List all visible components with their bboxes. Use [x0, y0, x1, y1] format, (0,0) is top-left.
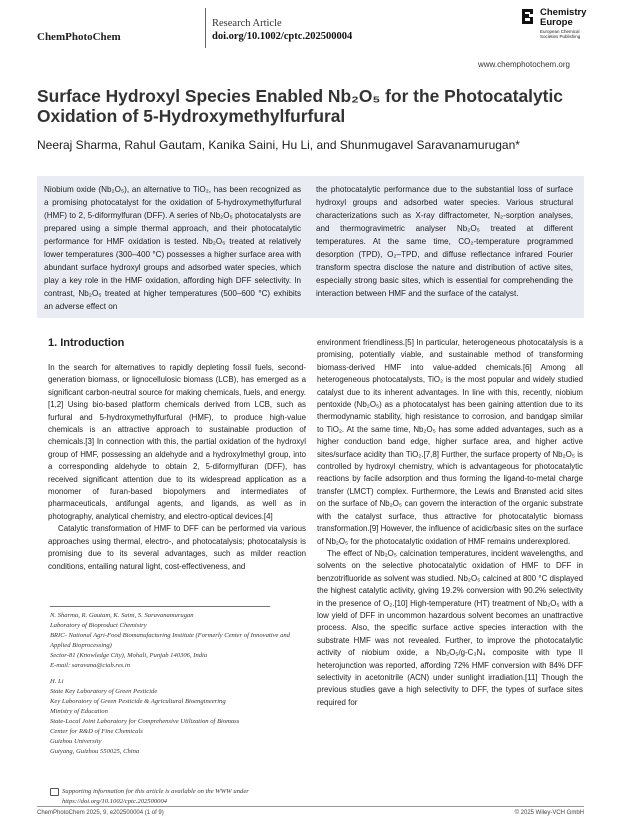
abstract-box	[37, 176, 584, 318]
section-heading: 1. Introduction	[48, 337, 125, 349]
supporting-info-link[interactable]: Supporting information for this article is available on the WWW under https://doi.org/10.1002/cptc.202500004	[62, 788, 249, 805]
publisher-line2: Europe	[540, 16, 573, 28]
abstract-left-column: Niobium oxide (Nb₂O₅), an alternative to TiO₂, has been recognized as a promising photocatalyst for the oxidation of 5-hydroxymethylfurfural (HMF) to 2, 5-diformylfuran (DFF). A series of Nb₂O₅ photocatalysts are prepared using a simple thermal approach, and their photocatalytic performance for HMF oxidation is tested. Nb₂O₅ treated at relatively lower temperatures (300–400 °C) possesses a higher surface area with abundant surface hydroxyl groups and adsorbed water species, which play a key role in the HMF oxidation, affording high DFF selectivity. In contrast, Nb₂O₅ treated at higher temperatures (500–600 °C) exhibits an adverse effect on	[44, 185, 301, 311]
affiliation-line: State-Local Joint Laboratory for Comprehensive Utilization of Biomass	[50, 718, 240, 725]
affiliation-line: N. Sharma, R. Gautam, K. Saini, S. Saravanamurugan	[50, 612, 194, 619]
affiliation-line: State Key Laboratory of Green Pesticide	[50, 688, 158, 695]
footer-copyright: © 2025 Wiley-VCH GmbH	[514, 810, 584, 816]
footer-divider	[37, 806, 584, 807]
paragraph: The effect of Nb₂O₅ calcination temperatures, incident wavelengths, and solvents on the selective photocatalytic oxidation of HMF to DFF in benzotrifluoride as solvent was studied. Nb₂O₅ calcined at 800 °C displayed the highest catalytic activity, giving 19.2% conversion with 90.2% selectivity in the presence of O₂.[10] High-temperature (HT) treatment of Nb₂O₅ with a low yield of DFF in uncommon hazardous solvent becomes an unattractive process. Also, the specific surface active species interaction with the substrate HMF was not revealed. Further, to improve the photocatalytic activity of niobium oxide, a Nb₂O₅/g-C₃N₄ composite with type II heterojunction was reported, affording 72% HMF conversion with 84% DFF selectivity in acetonitrile (ACN) under sunlight irradiation.[11] Though the previous studies gave a high selectivity to DFF, the types of surface sites required for	[317, 548, 583, 707]
affiliation-line: Sector-81 (Knowledge City), Mohali, Punjab 140306, India	[50, 652, 208, 659]
publisher-logo-icon	[520, 8, 535, 25]
publisher-line1: Chemistry	[540, 7, 587, 18]
affiliations-block	[50, 611, 310, 757]
publisher-desc: European Chemical Societies Publishing	[540, 29, 581, 40]
affiliation-line: Guiyang, Guizhou 550025, China	[50, 748, 140, 755]
doi-link[interactable]: doi.org/10.1002/cptc.202500004	[212, 31, 353, 42]
paragraph: environment friendliness.[5] In particular, heterogeneous photocatalysis is a promising, potentially viable, and sustainable method of transforming biomass-derived HMF into value-added chemicals.[6] Among all heterogeneous photocatalysts, TiO₂ is the most popular and widely studied catalyst due to its inherent advantages. In line with this, recently, niobium pentoxide (Nb₂O₅) as a photocatalyst has been gaining attention due to its thermodynamic stability, high resistance to corrosion, and bandgap similar to TiO₂. At the same time, Nb₂O₅ has some added advantages, such as a higher conduction band edge, higher surface area, and higher active sites/surface acidity than TiO₂.[7,8] Further, the surface property of Nb₂O₅ is controlled by hydroxyl chemistry, which is advantageous for photocatalytic reactions by facile adsorption and thus forming the ligand-to-metal charge transfer (LMCT) complex. Furthermore, the Lewis and Brønsted acid sites on the surface of Nb₂O₅ can govern the interaction of the organic substrate with the catalyst surface, thus attractive for photocatalytic biomass transformation.[9] However, the influence of acidic/basic sites on the surface of Nb₂O₅ for the photocatalytic oxidation of HMF remains underexplored.	[317, 338, 583, 546]
affiliation-line: H. Li	[50, 678, 64, 685]
footer-citation: ChemPhotoChem 2025, 9, e202500004 (1 of 9)	[37, 810, 164, 816]
affiliation-divider	[50, 606, 270, 607]
journal-name: ChemPhotoChem	[37, 31, 121, 43]
publisher-logo-text	[540, 8, 586, 39]
affiliation-line: Ministry of Education	[50, 708, 108, 715]
article-title: Surface Hydroxyl Species Enabled Nb₂O₅ for the Photocatalytic Oxidation of 5-Hydroxymethylfurfural	[37, 86, 563, 127]
affiliation-line: Guizhou University	[50, 738, 102, 745]
author-list: Neeraj Sharma, Rahul Gautam, Kanika Saini, Hu Li, and Shunmugavel Saravanamurugan*	[37, 138, 520, 152]
body-left-column	[48, 362, 306, 573]
affiliation-line: Center for R&D of Fine Chemicals	[50, 728, 143, 735]
abstract-right-column: the photocatalytic performance due to the substantial loss of surface hydroxyl groups and adsorbed water species. Various structural characterizations such as X-ray diffractometer, N₂-sorption analyses, and thermogravimetric analyser Nb₂O₅ treated at different temperatures. At the same time, CO₂-temperature programmed desorption (TPD), O₂–TPD, and diffuse reflectance infrared Fourier transform spectra disclose the nature and distribution of active sites, especially strong basic sites, which is essential for comprehending the interaction between HMF and the surface of the catalyst.	[316, 185, 573, 298]
article-type: Research Article	[212, 18, 282, 29]
header-divider	[205, 8, 206, 48]
body-right-column	[317, 337, 583, 709]
journal-website-link[interactable]: www.chemphotochem.org	[477, 60, 570, 69]
affiliation-line: BRIC- National Agri-Food Biomanufacturing Institute (Formerly Center of Innovative and Applied Bioprocessing)	[50, 632, 290, 649]
paragraph: Catalytic transformation of HMF to DFF can be performed via various approaches using thermal, electro-, and photocatalysis; photocatalysis is promising due to its several advantages, such as milder reaction conditions, entailing natural light, cost-effectiveness, and	[48, 524, 306, 571]
affiliation-line: Key Laboratory of Green Pesticide & Agricultural Bioengineering	[50, 698, 226, 705]
paragraph: In the search for alternatives to rapidly depleting fossil fuels, second-generation biomass, or lignocellulosic biomass (LCB), has emerged as a significant carbon-neutral source for making chemicals, fuels, and energy.[1,2] Using bio-based platform chemicals derived from LCB, such as furfural and 5-hydroxymethylfurfural (HMF), to produce high-value chemicals is an attractive approach to sustainable production of chemicals.[3] In connection with this, the partial oxidation of the hydroxyl group of HMF, possessing an aldehyde and a hydroxylmethyl group, into a corresponding aldehyde to obtain 2, 5-diformylfuran (DFF), has received significant attention due to its widespread application as a monomer of furan-based biopolymers and intermediates of pharmaceuticals, antifungal agents, and ligands, as well as in photography, analytical chemistry, and electro-optical devices.[4]	[48, 363, 306, 521]
affiliation-email[interactable]: E-mail: saravana@ciab.res.in	[50, 662, 130, 669]
affiliation-line: Laboratory of Bioproduct Chemistry	[50, 622, 147, 629]
